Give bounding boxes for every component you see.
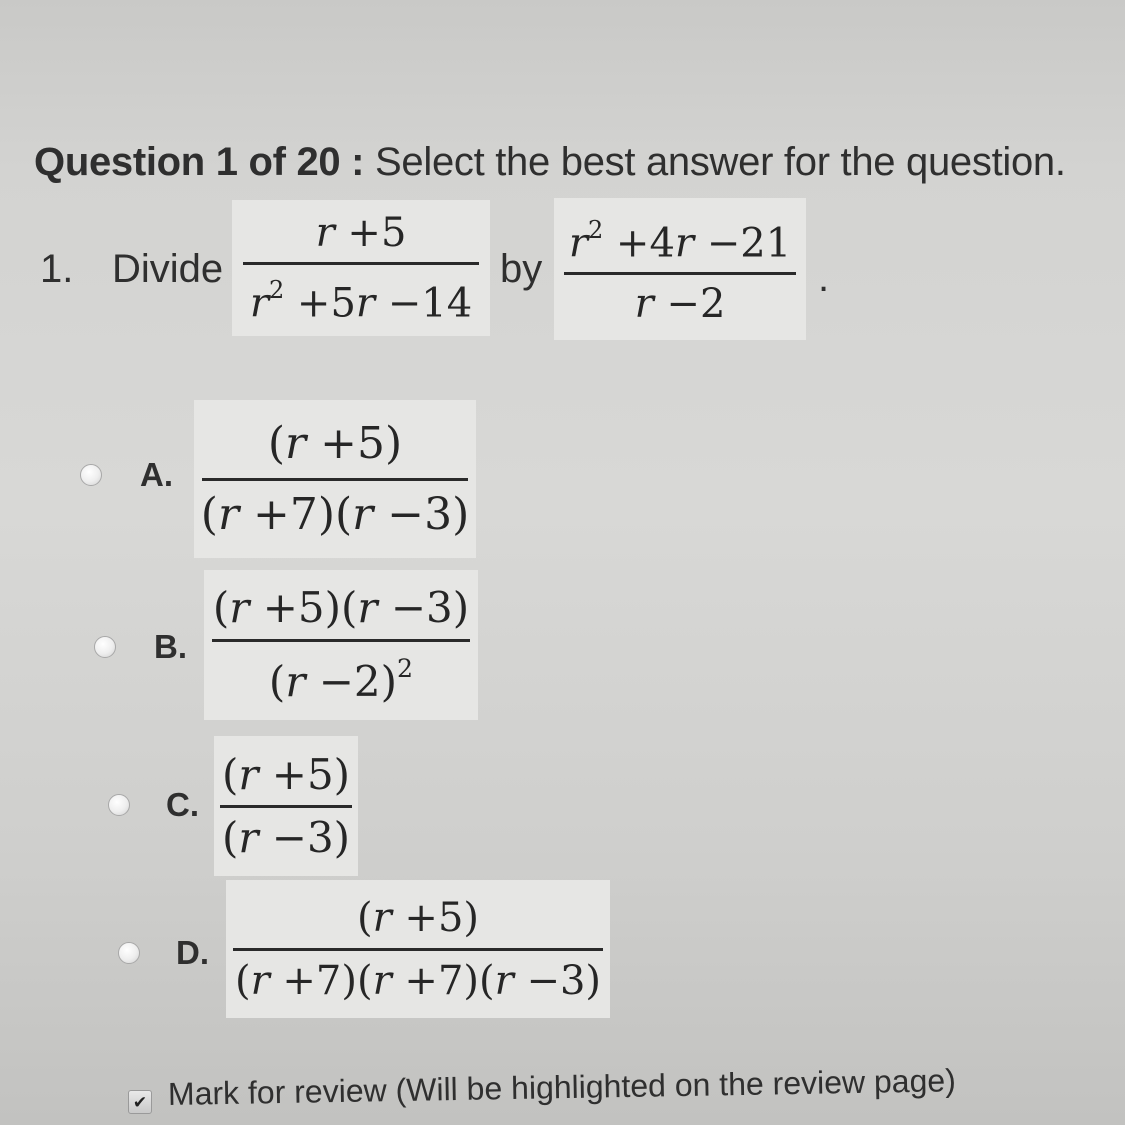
dividend-numerator: r +5 [315,209,407,256]
option-d-denominator: (r +7)(r +7)(r −3) [234,957,602,1004]
option-d-fraction [226,880,610,1018]
dividend-fraction [232,200,490,336]
question-instruction: Select the best answer for the question. [375,140,1066,184]
fraction-bar [243,262,479,265]
divisor-denominator: r −2 [634,281,726,328]
question-header [34,140,1066,185]
option-b-denominator: $(r -2)^2$ [268,654,414,706]
option-a-radio[interactable] [80,464,102,486]
question-counter: Question 1 of 20 : [34,140,365,184]
divisor-numerator: $r^2 +4r -21$ [568,216,792,267]
option-c-radio[interactable] [108,794,130,816]
option-b-fraction [204,570,478,720]
option-a-numerator: (r +5) [267,417,403,469]
fraction-bar [220,805,352,808]
option-b-letter: B. [154,628,187,665]
option-d-radio[interactable] [118,942,140,964]
question-number: 1. [40,247,74,291]
question-connector: by [500,247,543,291]
option-a-letter: A. [140,456,173,493]
fraction-bar [233,948,603,951]
option-c-letter: C. [166,786,199,823]
fraction-bar [202,478,468,481]
dividend-denominator: $r^2 +5r -14$ [249,276,473,327]
fraction-bar [564,272,796,275]
option-c-denominator: (r −3) [221,812,351,862]
mark-for-review-checkbox[interactable] [128,1090,152,1114]
option-b-numerator: (r +5)(r −3) [212,583,470,632]
option-c-numerator: (r +5) [221,749,351,799]
option-d-numerator: (r +5) [356,894,480,941]
option-a-denominator: (r +7)(r −3) [200,488,470,540]
option-a-fraction [194,400,476,558]
question-verb: Divide [112,247,224,291]
option-b-radio[interactable] [94,636,116,658]
fraction-bar [212,639,470,642]
mark-for-review-label: Mark for review (Will be highlighted on the review page) [167,1062,957,1112]
checkmark-icon: ✔ [132,1092,148,1112]
divisor-fraction [554,198,806,340]
question-end-punctuation: . [818,256,830,300]
option-d-letter: D. [176,934,209,971]
option-c-fraction [214,736,358,876]
